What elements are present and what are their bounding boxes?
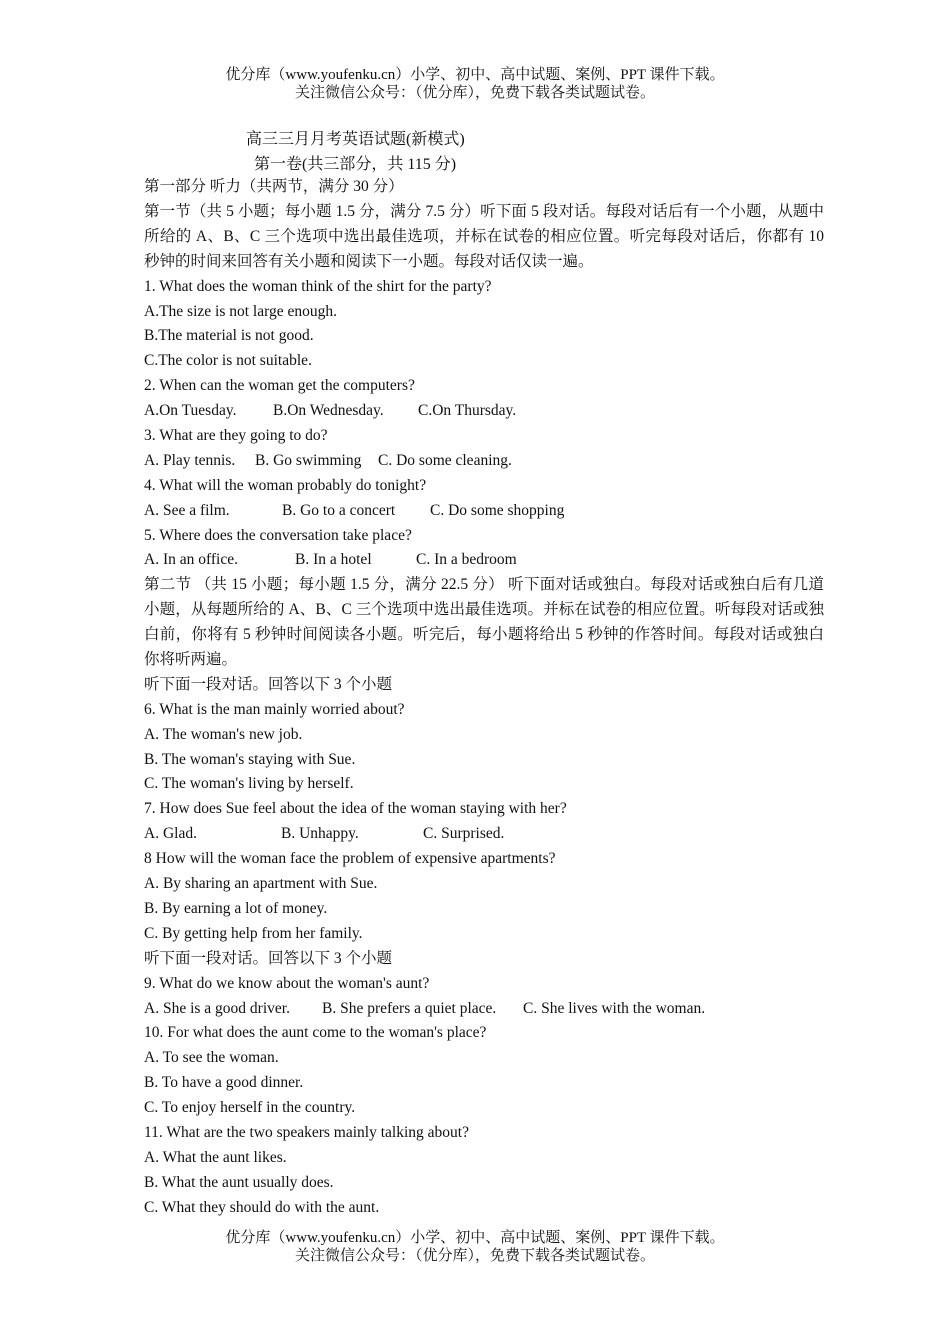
option-8a: A. By sharing an apartment with Sue. bbox=[144, 875, 378, 893]
section2-instructions: 第二节 （共 15 小题；每小题 1.5 分，满分 22.5 分） 听下面对话或独白。每段对话或独白后有几道小题，从每题所给的 A、B、C 三个选项中选出最佳选项。并标在试卷的相应位置。听每段对话或独白前，你将有 5 秒钟时间阅读各小题。听完后，每小题将给出 5 秒钟的作答时间。每段对话或独白你将听两遍。 bbox=[144, 576, 824, 669]
dialogue-intro-2: 听下面一段对话。回答以下 3 个小题 bbox=[144, 949, 393, 967]
option-9c: C. She lives with the woman. bbox=[523, 999, 706, 1017]
header-line-1: 优分库（www.youfenku.cn）小学、初中、高中试题、案例、PPT 课件下载。 bbox=[225, 67, 725, 83]
options-4 bbox=[144, 499, 824, 524]
option-4b: B. Go to a concert bbox=[282, 501, 396, 519]
question-4: 4. What will the woman probably do tonight? bbox=[144, 476, 427, 494]
option-10c: C. To enjoy herself in the country. bbox=[144, 1099, 356, 1117]
option-6a: A. The woman's new job. bbox=[144, 725, 303, 743]
option-1c: C.The color is not suitable. bbox=[144, 352, 312, 370]
question-6: 6. What is the man mainly worried about? bbox=[144, 700, 405, 718]
header-line-2: 关注微信公众号：（优分库），免费下载各类试题试卷。 bbox=[294, 85, 655, 101]
question-11: 11. What are the two speakers mainly talking about? bbox=[144, 1123, 469, 1141]
option-6c: C. The woman's living by herself. bbox=[144, 775, 354, 793]
volume-title: 第一卷(共三部分，共 115 分) bbox=[254, 156, 457, 173]
page-footer bbox=[0, 1229, 950, 1265]
question-9: 9. What do we know about the woman's aunt? bbox=[144, 974, 430, 992]
question-8: 8 How will the woman face the problem of expensive apartments? bbox=[144, 850, 556, 868]
option-11a: A. What the aunt likes. bbox=[144, 1148, 287, 1166]
option-2c: C.On Thursday. bbox=[418, 402, 517, 420]
option-5c: C. In a bedroom bbox=[416, 551, 517, 569]
option-2b: B.On Wednesday. bbox=[273, 402, 384, 420]
option-7a: A. Glad. bbox=[144, 825, 197, 843]
option-11b: B. What the aunt usually does. bbox=[144, 1173, 334, 1191]
option-9a: A. She is a good driver. bbox=[144, 999, 290, 1017]
option-8b: B. By earning a lot of money. bbox=[144, 899, 328, 917]
option-4a: A. See a film. bbox=[144, 501, 230, 519]
question-2: 2. When can the woman get the computers? bbox=[144, 377, 415, 395]
option-10b: B. To have a good dinner. bbox=[144, 1074, 304, 1092]
options-2 bbox=[144, 399, 824, 424]
option-7c: C. Surprised. bbox=[423, 825, 505, 843]
option-9b: B. She prefers a quiet place. bbox=[322, 999, 497, 1017]
options-7 bbox=[144, 822, 824, 847]
option-10a: A. To see the woman. bbox=[144, 1049, 279, 1067]
exam-body bbox=[144, 175, 824, 1221]
option-1a: A.The size is not large enough. bbox=[144, 302, 337, 320]
question-10: 10. For what does the aunt come to the woman's place? bbox=[144, 1024, 487, 1042]
part-heading: 第一部分 听力（共两节，满分 30 分） bbox=[144, 178, 404, 195]
option-2a: A.On Tuesday. bbox=[144, 402, 237, 420]
question-5: 5. Where does the conversation take place? bbox=[144, 526, 412, 544]
page-header bbox=[0, 66, 950, 102]
footer-line-2: 关注微信公众号：（优分库），免费下载各类试题试卷。 bbox=[294, 1248, 655, 1264]
footer-line-1: 优分库（www.youfenku.cn）小学、初中、高中试题、案例、PPT 课件下载。 bbox=[225, 1230, 725, 1246]
question-1: 1. What does the woman think of the shirt for the party? bbox=[144, 277, 492, 295]
option-7b: B. Unhappy. bbox=[281, 825, 359, 843]
question-7: 7. How does Sue feel about the idea of the woman staying with her? bbox=[144, 800, 567, 818]
exam-title: 高三三月月考英语试题(新模式) bbox=[246, 131, 465, 148]
options-3 bbox=[144, 449, 824, 474]
options-9 bbox=[144, 997, 824, 1022]
option-8c: C. By getting help from her family. bbox=[144, 924, 363, 942]
section1-instructions: 第一节（共 5 小题；每小题 1.5 分，满分 7.5 分）听下面 5 段对话。每段对话后有一个小题，从题中所给的 A、B、C 三个选项中选出最佳选项，并标在试卷的相应位置。听完每段对话后，你都有 10 秒钟的时间来回答有关小题和阅读下一小题。每段对话仅读一遍。 bbox=[144, 202, 824, 270]
option-11c: C. What they should do with the aunt. bbox=[144, 1198, 380, 1216]
options-5 bbox=[144, 548, 824, 573]
question-3: 3. What are they going to do? bbox=[144, 426, 328, 444]
option-3b: B. Go swimming bbox=[255, 451, 362, 469]
option-1b: B.The material is not good. bbox=[144, 327, 314, 345]
option-3a: A. Play tennis. bbox=[144, 451, 236, 469]
option-3c: C. Do some cleaning. bbox=[378, 451, 512, 469]
option-4c: C. Do some shopping bbox=[430, 501, 565, 519]
dialogue-intro-1: 听下面一段对话。回答以下 3 个小题 bbox=[144, 675, 393, 693]
option-5a: A. In an office. bbox=[144, 551, 238, 569]
option-6b: B. The woman's staying with Sue. bbox=[144, 750, 356, 768]
option-5b: B. In a hotel bbox=[295, 551, 372, 569]
